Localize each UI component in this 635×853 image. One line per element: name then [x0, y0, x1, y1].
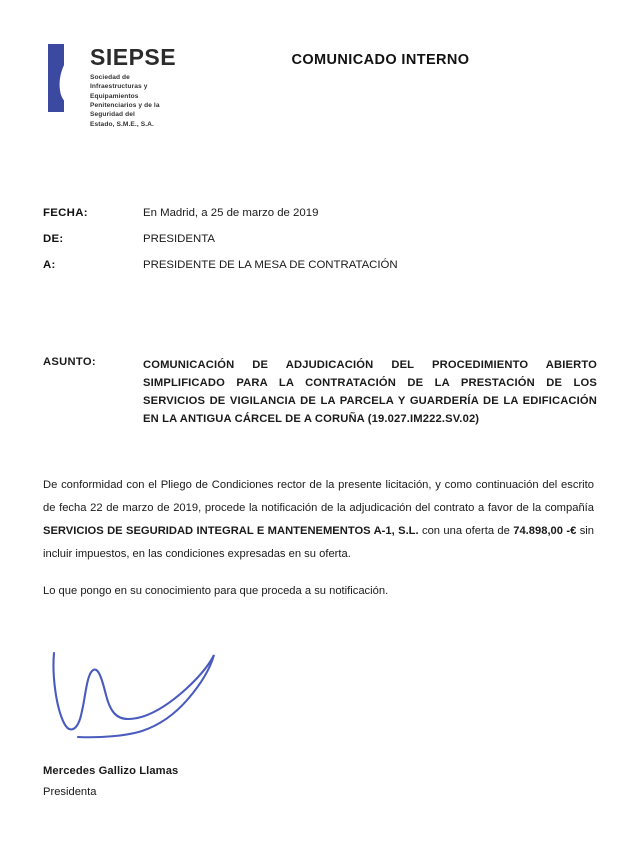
meta-label-a: A:	[43, 259, 56, 271]
subject-text: COMUNICACIÓN DE ADJUDICACIÓN DEL PROCEDIMIENTO ABIERTO SIMPLIFICADO PARA LA CONTRATACIÓN DE LA PRESTACIÓN DE LOS SERVICIOS DE VIGILANCIA DE LA PARCELA Y GUARDERÍA DE LA EDIFICACIÓN EN LA ANTIGUA CÁRCEL DE A CORUÑA (19.027.IM222.SV.02)	[143, 359, 597, 426]
document-meta	[43, 207, 593, 285]
closing-paragraph: Lo que pongo en su conocimiento para que proceda a su notificación.	[43, 585, 389, 597]
siepse-logo-subtitle: Sociedad de Infraestructuras y Equipamientos Penitenciarios y de la Seguridad del Estado, S.M.E., S.A.	[90, 74, 160, 128]
document-header	[0, 38, 635, 138]
meta-label-fecha: FECHA:	[43, 207, 88, 219]
signature-role: Presidenta	[43, 786, 97, 798]
body-part-3: sin incluir impuestos, en las condiciones expresadas en su oferta.	[43, 524, 594, 560]
body-paragraph	[43, 474, 594, 566]
meta-row-a	[43, 259, 593, 271]
subject-block	[43, 356, 597, 429]
meta-value-fecha: En Madrid, a 25 de marzo de 2019	[143, 207, 319, 219]
page-title	[0, 52, 635, 68]
siepse-logo-name: SIEPSE	[90, 44, 177, 70]
meta-value-de: PRESIDENTA	[143, 233, 215, 245]
handwritten-signature	[38, 615, 298, 760]
body-part-1: De conformidad con el Pliego de Condiciones rector de la presente licitación, y como continuación del escrito de fecha 22 de marzo de 2019, procede la notificación de la adjudicación del contrato a favor de la compañía	[43, 479, 594, 514]
signature-name: Mercedes Gallizo Llamas	[43, 765, 179, 777]
page-title-text: COMUNICADO INTERNO	[291, 52, 470, 68]
award-amount: 74.898,00 -€	[513, 524, 577, 537]
meta-row-de	[43, 233, 593, 245]
awardee-company: SERVICIOS DE SEGURIDAD INTEGRAL E MANTENEMENTOS A-1, S.L.	[43, 524, 419, 537]
body-part-2: con una oferta de	[418, 524, 514, 537]
meta-label-de: DE:	[43, 233, 64, 245]
subject-label: ASUNTO:	[43, 356, 96, 368]
meta-value-a: PRESIDENTE DE LA MESA DE CONTRATACIÓN	[143, 259, 398, 271]
meta-row-fecha	[43, 207, 593, 219]
